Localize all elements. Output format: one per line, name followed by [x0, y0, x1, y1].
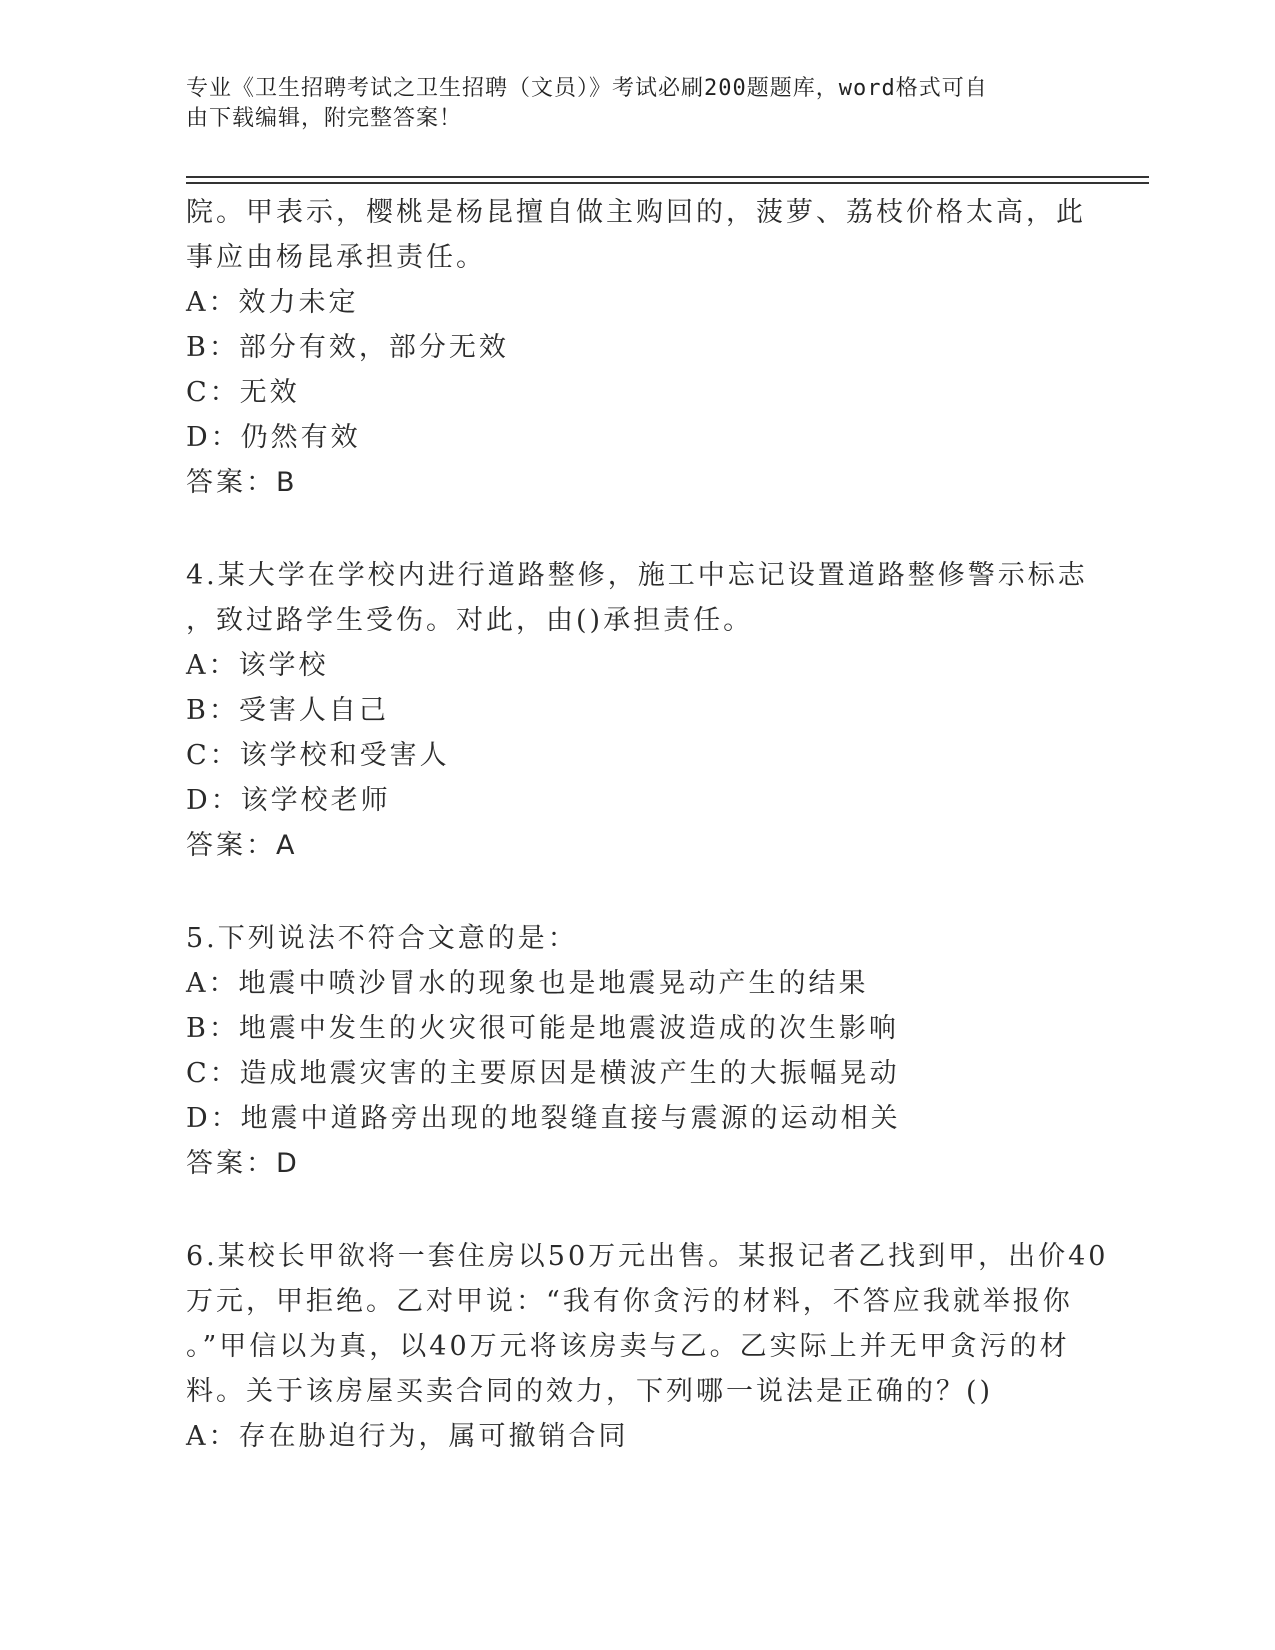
option-b: B：部分有效，部分无效	[186, 332, 509, 363]
document-header	[186, 74, 1066, 134]
question-6	[186, 1234, 1109, 1459]
question-text-line: 料。关于该房屋买卖合同的效力，下列哪一说法是正确的？()	[186, 1376, 994, 1407]
question-3	[186, 190, 1086, 505]
header-title-line-2: 由下载编辑，附完整答案！	[186, 106, 463, 131]
question-content	[186, 190, 1109, 1459]
question-text-line: 事应由杨昆承担责任。	[186, 242, 486, 273]
question-text-line: 4.某大学在学校内进行道路整修，施工中忘记设置道路整修警示标志	[186, 560, 1088, 591]
option-b: B：地震中发生的火灾很可能是地震波造成的次生影响	[186, 1013, 899, 1044]
answer-label: 答案：B	[186, 467, 298, 498]
answer-label: 答案：D	[186, 1148, 300, 1179]
option-c: C：该学校和受害人	[186, 740, 450, 771]
header-title-line-1: 专业《卫生招聘考试之卫生招聘（文员）》考试必刷200题题库，word格式可自	[186, 76, 988, 101]
question-5	[186, 916, 1086, 1186]
question-text-line: ，致过路学生受伤。对此，由()承担责任。	[186, 605, 754, 636]
option-a: A：地震中喷沙冒水的现象也是地震晃动产生的结果	[186, 968, 869, 999]
option-b: B：受害人自己	[186, 695, 389, 726]
question-text-line: 5.下列说法不符合文意的是：	[186, 923, 578, 954]
header-divider-double	[186, 182, 1149, 184]
question-4	[186, 553, 1086, 868]
question-text-line: 院。甲表示，樱桃是杨昆擅自做主购回的，菠萝、荔枝价格太高，此	[186, 197, 1086, 228]
option-a: A：存在胁迫行为，属可撤销合同	[186, 1421, 629, 1452]
header-divider	[186, 176, 1149, 178]
question-text-line: 。”甲信以为真，以40万元将该房卖与乙。乙实际上并无甲贪污的材	[186, 1331, 1070, 1362]
spacer	[186, 1186, 1086, 1234]
option-a: A：该学校	[186, 650, 329, 681]
spacer	[186, 505, 1086, 553]
option-d: D：仍然有效	[186, 422, 361, 453]
spacer	[186, 868, 1086, 916]
option-a: A：效力未定	[186, 287, 359, 318]
option-c: C：造成地震灾害的主要原因是横波产生的大振幅晃动	[186, 1058, 900, 1089]
question-text-line: 万元，甲拒绝。乙对甲说：“我有你贪污的材料，不答应我就举报你	[186, 1286, 1073, 1317]
option-d: D：该学校老师	[186, 785, 391, 816]
answer-label: 答案：A	[186, 830, 298, 861]
option-c: C：无效	[186, 377, 300, 408]
option-d: D：地震中道路旁出现的地裂缝直接与震源的运动相关	[186, 1103, 901, 1134]
question-text-line: 6.某校长甲欲将一套住房以50万元出售。某报记者乙找到甲，出价40	[186, 1241, 1109, 1272]
